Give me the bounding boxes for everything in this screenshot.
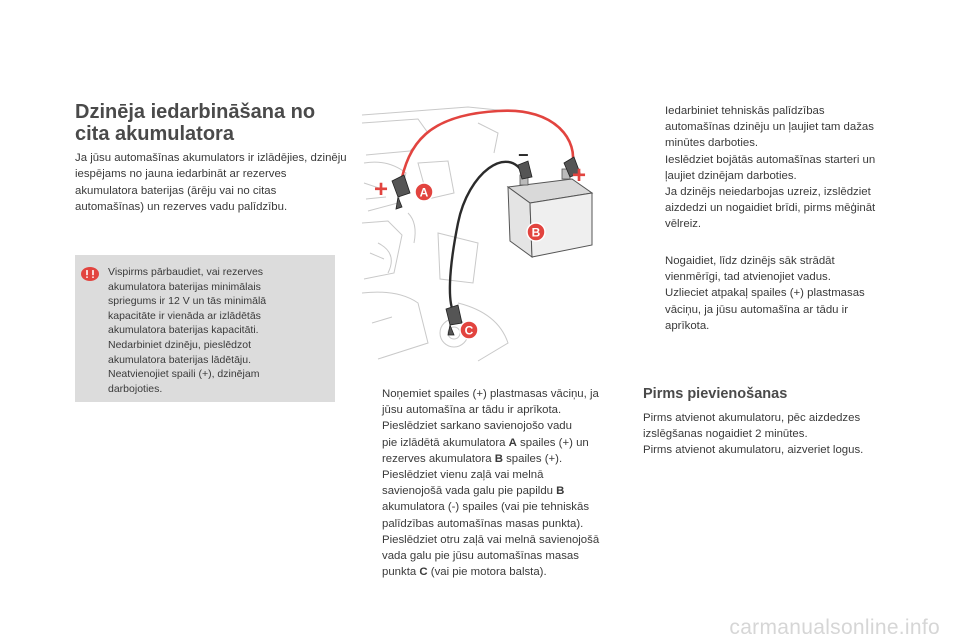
step-item [643, 103, 913, 152]
text-line: Pirms atvienot akumulatoru, pēc aizdedzes [643, 412, 861, 424]
label-a: A [419, 185, 429, 200]
step-line: palīdzības automašīnas masas punkta). [382, 517, 584, 530]
step-line: Ja dzinējs neiedarbojas uzreiz, izslēdziet [665, 186, 871, 199]
label-c: C [464, 323, 474, 338]
label-b-badge [527, 223, 545, 241]
section-title-before-connecting: Pirms pievienošanas [643, 386, 788, 402]
step-item [643, 253, 913, 285]
step-line: ļaujiet dzinējam darboties. [665, 169, 797, 182]
intro-paragraph: Ja jūsu automašīnas akumulators ir izlādējies, dzinēju iespējams no jauna iedarbināt ar rezerves akumulatora baterijas (ārēju vai no citas automašīnas) un rezerves vadu palīdzību. [75, 152, 347, 214]
page-title [75, 101, 315, 145]
red-cable [400, 111, 573, 187]
plus-sign-b: + [572, 162, 587, 189]
step-line: rezerves akumulatora B spailes (+). [382, 452, 563, 465]
warning-text [108, 265, 325, 396]
text-line: kapacitāte ir vienāda ar izlādētās [108, 309, 261, 322]
label-c-badge [460, 321, 478, 339]
label-a-badge [415, 183, 433, 201]
text-line: Pirms atvienot akumulatoru, aizveriet logus. [643, 444, 864, 457]
text-line: akumulatora baterijas minimālais [108, 280, 261, 293]
step-line: pie izlādētā akumulatora A spailes (+) un [382, 436, 589, 449]
watermark: carmanualsonline.info [729, 616, 940, 639]
minus-sign-b: − [518, 145, 529, 165]
steps-list-right-top [643, 103, 913, 233]
text-line: spriegums ir 12 V un tās minimālā [108, 295, 267, 308]
section-paragraph-before-connecting [643, 410, 903, 459]
step-line: savienojošā vada galu pie papildu B [382, 485, 565, 498]
warning-box [75, 255, 335, 402]
step-item [360, 532, 630, 581]
step-line: Pieslēdziet otru zaļā vai melnā savienojošā [382, 533, 600, 546]
step-line: Ieslēdziet bojātās automašīnas starteri un [665, 153, 876, 166]
engine-bay-drawing [362, 107, 508, 361]
jump-start-illustration [358, 103, 608, 365]
step-line: vēlreiz. [665, 218, 702, 231]
text-line: Vispirms pārbaudiet, vai rezerves [108, 266, 264, 278]
steps-list-middle [360, 386, 630, 580]
text-line: Nedarbiniet dzinēju, pieslēdzot [108, 338, 252, 351]
text-line: akumulatora baterijas kapacitāti. [108, 324, 259, 337]
text-line: Neatvienojiet spaili (+), dzinējam [108, 368, 260, 381]
step-line: Pieslēdziet vienu zaļā vai melnā [382, 469, 544, 482]
plus-sign-a: + [374, 176, 389, 203]
step-item [360, 418, 630, 467]
step-line: Nogaidiet, līdz dzinējs sāk strādāt [665, 255, 835, 267]
text-line: izslēgšanas nogaidiet 2 minūtes. [643, 428, 808, 441]
step-line: jūsu automašīna ar tādu ir aprīkota. [382, 404, 562, 417]
steps-list-right-bottom [643, 253, 913, 334]
step-line: automašīnas dzinēju un ļaujiet tam dažas [665, 121, 874, 134]
step-line: akumulatora (-) spailes (vai pie tehniskās [382, 501, 590, 514]
step-line: vada galu pie jūsu automašīnas masas [382, 550, 579, 563]
step-line: vienmērīgi, tad atvienojiet vadus. [665, 271, 831, 284]
step-line: minūtes darboties. [665, 137, 759, 150]
step-line: punkta C (vai pie motora balsta). [382, 566, 547, 579]
warning-icon [81, 267, 99, 281]
step-item [360, 386, 630, 418]
text-line: akumulatora baterijas lādētāju. [108, 353, 252, 366]
step-line: Uzlieciet atpakaļ spailes (+) plastmasas [665, 287, 865, 300]
step-line: aprīkota. [665, 319, 710, 332]
step-item [643, 285, 913, 334]
step-line: aizdedzi un nogaidiet brīdi, pirms mēģināt [665, 202, 876, 215]
step-item [643, 152, 913, 233]
step-line: vāciņu, ja jūsu automašīna ar tādu ir [665, 303, 848, 316]
step-item [360, 467, 630, 532]
step-line: Iedarbiniet tehniskās palīdzības [665, 105, 825, 117]
step-line: Noņemiet spailes (+) plastmasas vāciņu, ja [382, 388, 599, 400]
text-line: darbojoties. [108, 382, 163, 395]
step-line: Pieslēdziet sarkano savienojošo vadu [382, 420, 572, 433]
page-title-line-2: cita akumulatora [75, 123, 234, 145]
page-title-line-1: Dzinēja iedarbināšana no [75, 101, 316, 123]
label-b: B [531, 225, 541, 240]
